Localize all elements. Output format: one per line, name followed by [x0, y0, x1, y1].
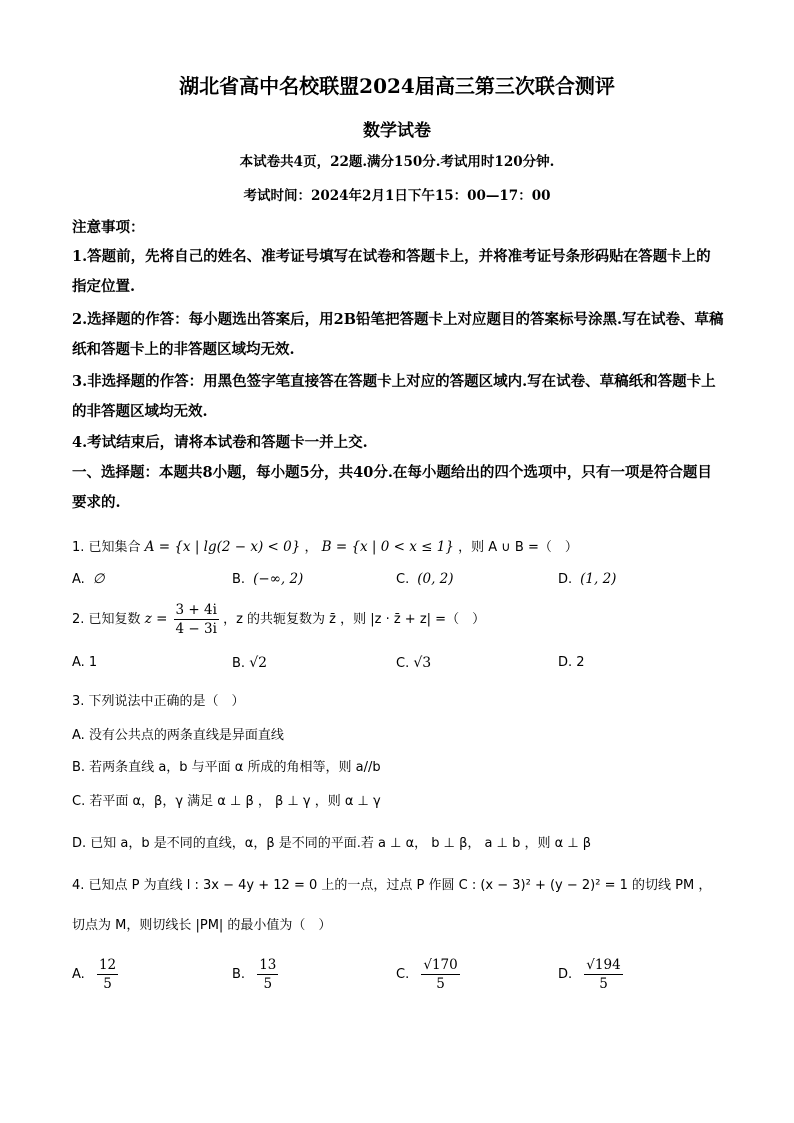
q1-prefix: 1. 已知集合	[72, 540, 141, 555]
question-2-stem	[72, 601, 485, 638]
exam-info-time: 考试时间：2024年2月1日下午15：00—17：00	[243, 188, 551, 204]
q1-option-b-label: B.	[232, 572, 246, 587]
q4-option-a-denominator: 5	[103, 976, 112, 992]
q1-option-a[interactable]	[72, 571, 105, 587]
q1-option-a-value: ∅	[92, 571, 105, 587]
note-item-2: 2.选择题的作答：每小题选出答案后，用2B铅笔把答题卡上对应题目的答案标号涂黑.写在试卷、草稿纸和答题卡上的非答题区域均无效.	[72, 311, 724, 358]
q2-z-eq: z =	[144, 611, 168, 627]
q1-option-b[interactable]	[232, 571, 303, 587]
q1-set-a: A = {x | lg(2 − x) < 0}	[144, 539, 301, 555]
q1-option-b-value: (−∞, 2)	[253, 571, 304, 587]
q2-option-d[interactable]: D. 2	[558, 655, 585, 670]
q2-fraction	[174, 601, 219, 638]
q3-option-b[interactable]: B. 若两条直线 a，b 与平面 α 所成的角相等，则 a//b	[72, 760, 381, 775]
question-4-stem-line1: 4. 已知点 P 为直线 l : 3x − 4y + 12 = 0 上的一点，过点 P 作圆 C : (x − 3)² + (y − 2)² = 1 的切线 PM ，	[72, 878, 712, 893]
note-item-1: 1.答题前，先将自己的姓名、准考证号填写在试卷和答题卡上，并将准考证号条形码贴在答题卡上的指定位置.	[72, 248, 711, 295]
question-4-stem-line2: 切点为 M，则切线长 |PM| 的最小值为（ ）	[72, 918, 332, 933]
exam-subject: 数学试卷	[363, 121, 431, 141]
q4-option-d-denominator: 5	[599, 976, 608, 992]
q4-option-c-label: C.	[396, 967, 410, 982]
q1-set-b: B = {x | 0 < x ≤ 1}	[321, 539, 454, 555]
q4-option-d-label: D.	[558, 967, 573, 982]
notes-heading: 注意事项：	[72, 219, 145, 236]
q4-option-a-numerator: 12	[98, 957, 117, 973]
q1-option-d[interactable]	[558, 571, 616, 587]
q4-option-b-denominator: 5	[263, 976, 273, 992]
q2-option-a[interactable]: A. 1	[72, 655, 98, 670]
q1-option-c-value: (0, 2)	[417, 571, 454, 587]
q2-suffix: ，z 的共轭复数为 z̄ ，则 |z · z̄ + z| =（ ）	[223, 612, 486, 627]
q4-option-b-fraction	[257, 956, 278, 993]
exam-title: 湖北省高中名校联盟2024届高三第三次联合测评	[179, 74, 615, 98]
q2-option-c-label: C.	[396, 656, 410, 671]
q3-option-c[interactable]: C. 若平面 α，β，γ 满足 α ⊥ β ， β ⊥ γ ，则 α ⊥ γ	[72, 794, 381, 809]
q4-option-d-fraction	[584, 956, 622, 993]
q4-option-c-denominator: 5	[436, 976, 445, 992]
q4-option-d-numerator: √194	[586, 957, 621, 973]
q4-option-b-numerator: 13	[259, 957, 277, 973]
q4-option-c[interactable]	[396, 956, 460, 993]
q2-option-b[interactable]	[232, 655, 267, 671]
section-heading: 一、选择题：本题共8小题，每小题5分，共40分.在每小题给出的四个选项中，只有一项是符合题目要求的.	[72, 464, 712, 511]
q2-frac-numerator: 3 + 4i	[175, 602, 217, 618]
q1-suffix: ，则 A ∪ B =（ ）	[458, 540, 578, 555]
q4-option-b-label: B.	[232, 967, 246, 982]
q4-option-d[interactable]	[558, 956, 623, 993]
q1-option-a-label: A.	[72, 572, 85, 587]
q4-option-a[interactable]	[72, 956, 118, 993]
q1-sep: ，	[304, 540, 318, 555]
q1-option-d-value: (1, 2)	[580, 571, 617, 587]
q2-option-c[interactable]	[396, 655, 431, 671]
q1-option-c[interactable]	[396, 571, 454, 587]
q1-option-d-label: D.	[558, 572, 573, 587]
question-3-stem: 3. 下列说法中正确的是（ ）	[72, 694, 245, 709]
note-item-3: 3.非选择题的作答：用黑色签字笔直接答在答题卡上对应的答题区域内.写在试卷、草稿纸和答题卡上的非答题区域均无效.	[72, 373, 716, 420]
q4-option-a-fraction	[97, 956, 118, 993]
q2-prefix: 2. 已知复数	[72, 612, 141, 627]
q4-option-a-label: A.	[72, 967, 85, 982]
q4-option-c-fraction	[421, 956, 459, 993]
q4-option-b[interactable]	[232, 956, 278, 993]
note-item-4: 4.考试结束后，请将本试卷和答题卡一并上交.	[72, 434, 368, 451]
q2-frac-denominator: 4 − 3i	[175, 621, 217, 637]
q2-option-b-label: B.	[232, 656, 246, 671]
q2-option-c-value: √3	[413, 655, 432, 671]
q1-option-c-label: C.	[396, 572, 410, 587]
q2-option-b-value: √2	[249, 655, 268, 671]
question-1-stem	[72, 536, 578, 555]
q3-option-a[interactable]: A. 没有公共点的两条直线是异面直线	[72, 728, 284, 743]
q4-option-c-numerator: √170	[423, 957, 458, 973]
q3-option-d[interactable]: D. 已知 a，b 是不同的直线，α，β 是不同的平面.若 a ⊥ α， b ⊥ β， a ⊥ b ，则 α ⊥ β	[72, 836, 592, 851]
exam-info-pages: 本试卷共4页，22题.满分150分.考试用时120分钟.	[239, 154, 555, 170]
